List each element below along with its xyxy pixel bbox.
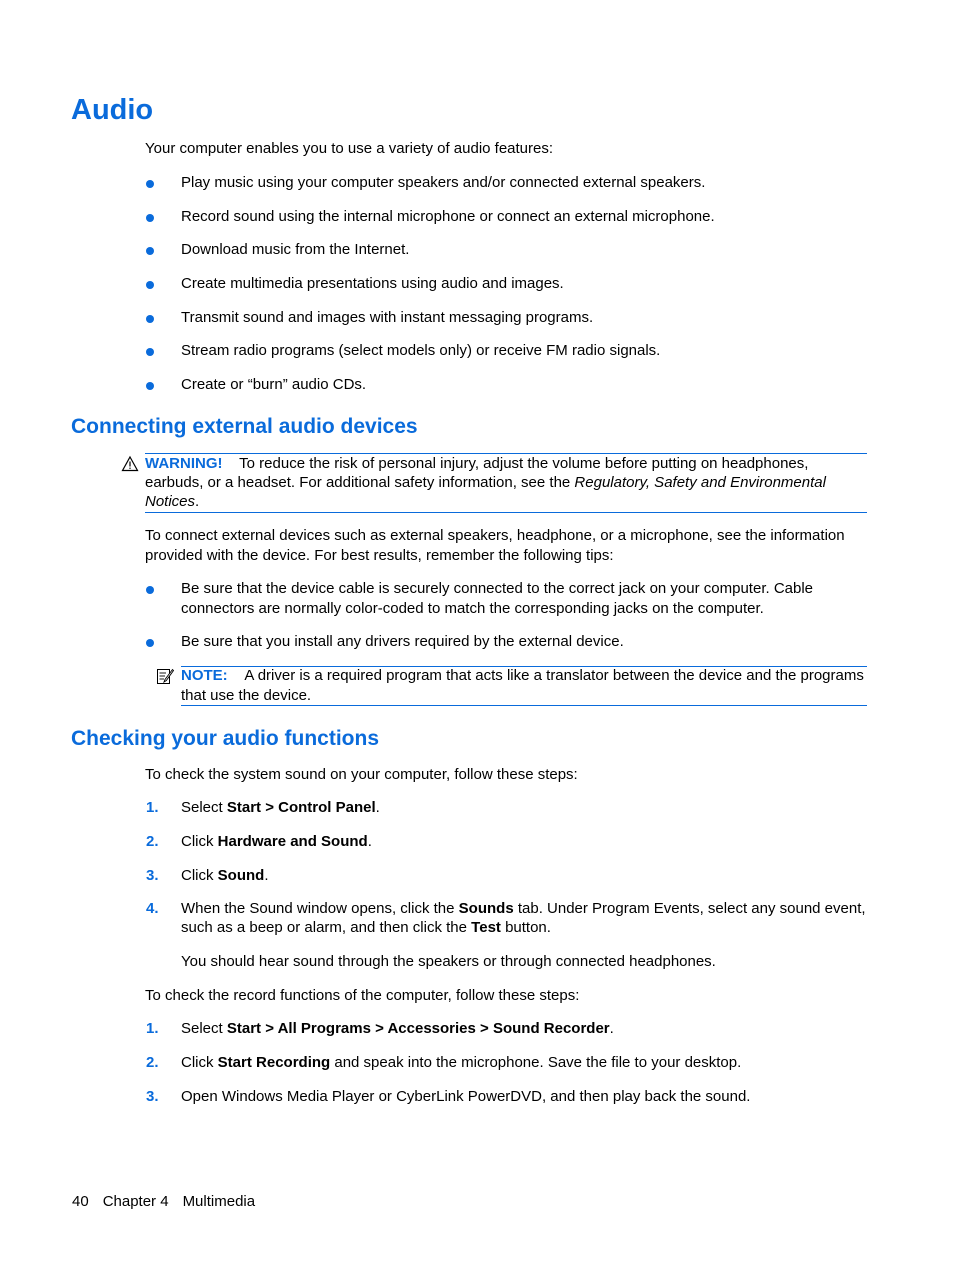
- warning-icon: [121, 455, 139, 473]
- warning-italic: Regulatory, Safety and Environmental Notices: [145, 474, 826, 510]
- page-number: 40: [72, 1193, 89, 1210]
- warning-body: To reduce the risk of personal injury, adjust the volume before putting on headphones, earbuds, or a headset. For additional safety information, see the: [145, 455, 809, 491]
- page-footer: [72, 1192, 269, 1212]
- warning-label: WARNING!: [145, 455, 223, 472]
- list-item: Download music from the Internet.: [181, 241, 410, 258]
- bullet-icon: [146, 247, 154, 255]
- connect-intro: To connect external devices such as external speakers, headphone, or a microphone, see the information provided with the device. For best results, remember the following tips:: [145, 527, 845, 564]
- check-record-intro: To check the record functions of the computer, follow these steps:: [145, 987, 580, 1004]
- bullet-icon: [146, 348, 154, 356]
- warning-text: [145, 454, 870, 511]
- list-item: Play music using your computer speakers and/or connected external speakers.: [181, 174, 706, 191]
- step-item: Click Hardware and Sound.: [181, 833, 372, 850]
- check-sound-intro: To check the system sound on your computer, follow these steps:: [145, 766, 578, 783]
- footer-title: Multimedia: [182, 1193, 256, 1210]
- bullet-icon: [146, 639, 154, 647]
- list-item: Record sound using the internal microphone or connect an external microphone.: [181, 208, 715, 225]
- bullet-icon: [146, 586, 154, 594]
- list-item: Be sure that the device cable is securely connected to the correct jack on your computer. Cable connectors are normally color-coded to match the corresponding jacks on the computer.: [181, 580, 814, 617]
- step-number: 1.: [146, 799, 159, 816]
- bullet-icon: [146, 214, 154, 222]
- step-number: 2.: [146, 1054, 159, 1071]
- list-item: Create multimedia presentations using audio and images.: [181, 275, 564, 292]
- step-number: 3.: [146, 1088, 159, 1105]
- step-item: Select Start > Control Panel.: [181, 799, 380, 816]
- warning-bottom-rule: [145, 512, 867, 513]
- section-heading-checking: Checking your audio functions: [71, 727, 380, 750]
- bullet-icon: [146, 180, 154, 188]
- list-item: Stream radio programs (select models only) or receive FM radio signals.: [181, 342, 661, 359]
- step-item: Select Start > All Programs > Accessories > Sound Recorder.: [181, 1020, 614, 1037]
- step-item: Click Start Recording and speak into the microphone. Save the file to your desktop.: [181, 1054, 742, 1071]
- note-bottom-rule: [181, 705, 867, 706]
- bullet-icon: [146, 315, 154, 323]
- section-heading-connecting: Connecting external audio devices: [71, 415, 418, 438]
- step-item: Click Sound.: [181, 867, 269, 884]
- warning-end: .: [195, 493, 200, 510]
- list-item: Create or “burn” audio CDs.: [181, 376, 367, 393]
- list-item: Transmit sound and images with instant messaging programs.: [181, 309, 594, 326]
- list-item: Be sure that you install any drivers required by the external device.: [181, 633, 624, 650]
- page-title: Audio: [71, 94, 154, 126]
- note-label: NOTE:: [181, 667, 228, 684]
- footer-chapter: Chapter 4: [102, 1193, 169, 1210]
- note-body: A driver is a required program that acts like a translator between the device and the programs that use the device.: [181, 667, 864, 704]
- step-number: 4.: [146, 900, 159, 917]
- note-icon: [156, 667, 174, 685]
- step-number: 3.: [146, 867, 159, 884]
- step-item: Open Windows Media Player or CyberLink PowerDVD, and then play back the sound.: [181, 1088, 751, 1105]
- sound-result: You should hear sound through the speakers or through connected headphones.: [181, 953, 716, 970]
- step-item: When the Sound window opens, click the Sounds tab. Under Program Events, select any sound event, such as a beep or alarm, and then click the Test button.: [181, 900, 866, 936]
- bullet-icon: [146, 281, 154, 289]
- note-text: [181, 666, 871, 706]
- bullet-icon: [146, 382, 154, 390]
- intro-text: Your computer enables you to use a variety of audio features:: [145, 140, 554, 157]
- step-number: 2.: [146, 833, 159, 850]
- step-number: 1.: [146, 1020, 159, 1037]
